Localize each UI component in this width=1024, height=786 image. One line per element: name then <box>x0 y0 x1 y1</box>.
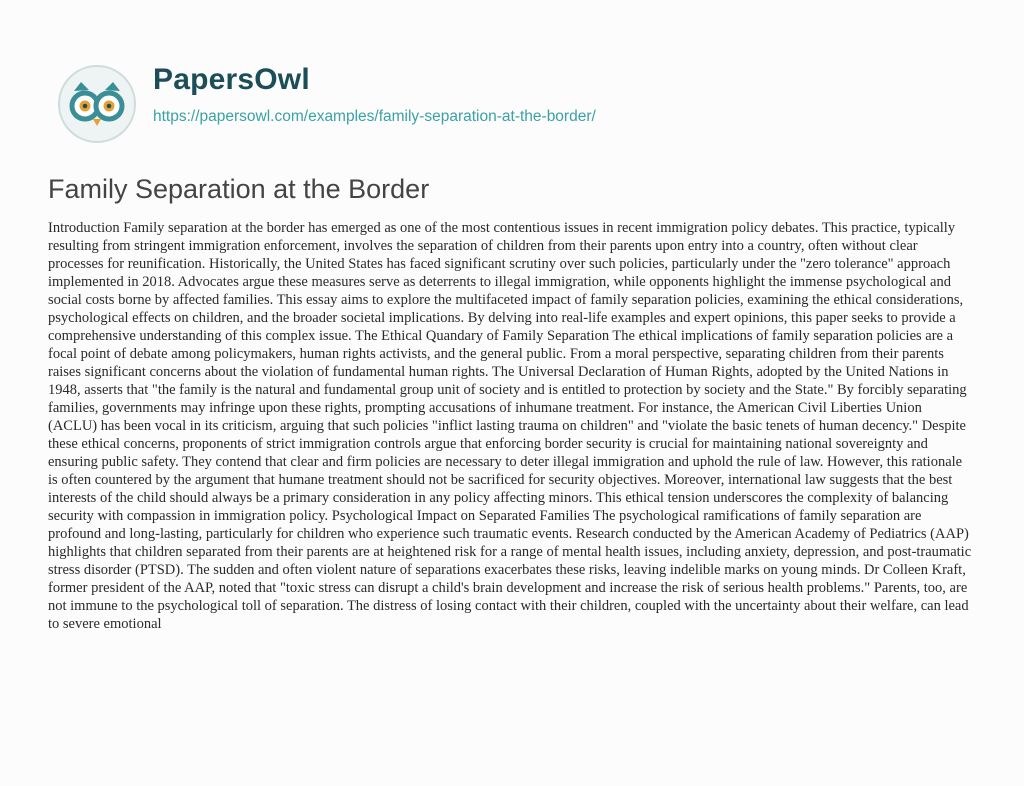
article-url-link[interactable]: https://papersowl.com/examples/family-separation-at-the-border/ <box>153 108 596 125</box>
owl-logo-icon[interactable] <box>48 64 146 144</box>
article-body: Introduction Family separation at the border has emerged as one of the most contentious issues in recent immigration policy debates. This practice, typically resulting from stringent immigration enforcement, involves the separation of children from their parents upon entry into a country, often without clear processes for reunification. Historically, the United States has faced significant scrutiny over such policies, particularly under the "zero tolerance" approach implemented in 2018. Advocates argue these measures serve as deterrents to illegal immigration, while opponents highlight the immense psychological and social costs borne by affected families. This essay aims to explore the multifaceted impact of family separation policies, examining the ethical considerations, psychological effects on children, and the broader societal implications. By delving into real-life examples and expert opinions, this paper seeks to provide a comprehensive understanding of this complex issue. The Ethical Quandary of Family Separation The ethical implications of family separation policies are a focal point of debate among policymakers, human rights activists, and the general public. From a moral perspective, separating children from their parents raises significant concerns about the violation of fundamental human rights. The Universal Declaration of Human Rights, adopted by the United Nations in 1948, asserts that "the family is the natural and fundamental group unit of society and is entitled to protection by society and the State." By forcibly separating families, governments may infringe upon these rights, prompting accusations of inhumane treatment. For instance, the American Civil Liberties Union (ACLU) has been vocal in its criticism, arguing that such policies "inflict lasting trauma on children" and "violate the basic tenets of human decency." Despite these ethical concerns, proponents of strict immigration controls argue that enforcing border security is crucial for maintaining national sovereignty and ensuring public safety. They contend that clear and firm policies are necessary to deter illegal immigration and uphold the rule of law. However, this rationale is often countered by the argument that humane treatment should not be sacrificed for security objectives. Moreover, international law suggests that the best interests of the child should always be a primary consideration in any policy affecting minors. This ethical tension underscores the complexity of balancing security with compassion in immigration policy. Psychological Impact on Separated Families The psychological ramifications of family separation are profound and long-lasting, particularly for children who experience such traumatic events. Research conducted by the American Academy of Pediatrics (AAP) highlights that children separated from their parents are at heightened risk for a range of mental health issues, including anxiety, depression, and post-traumatic stress disorder (PTSD). The sudden and often violent nature of separations exacerbates these risks, leaving indelible marks on young minds. Dr Colleen Kraft, former president of the AAP, noted that "toxic stress can disrupt a child's brain development and increase the risk of serious health problems." Parents, too, are not immune to the psychological toll of separation. The distress of losing contact with their children, coupled with the uncertainty about their welfare, can lead to severe emotional <box>48 220 972 632</box>
page-title: Family Separation at the Border <box>48 174 430 204</box>
site-header <box>0 0 1024 160</box>
brand-name[interactable]: PapersOwl <box>153 63 310 96</box>
